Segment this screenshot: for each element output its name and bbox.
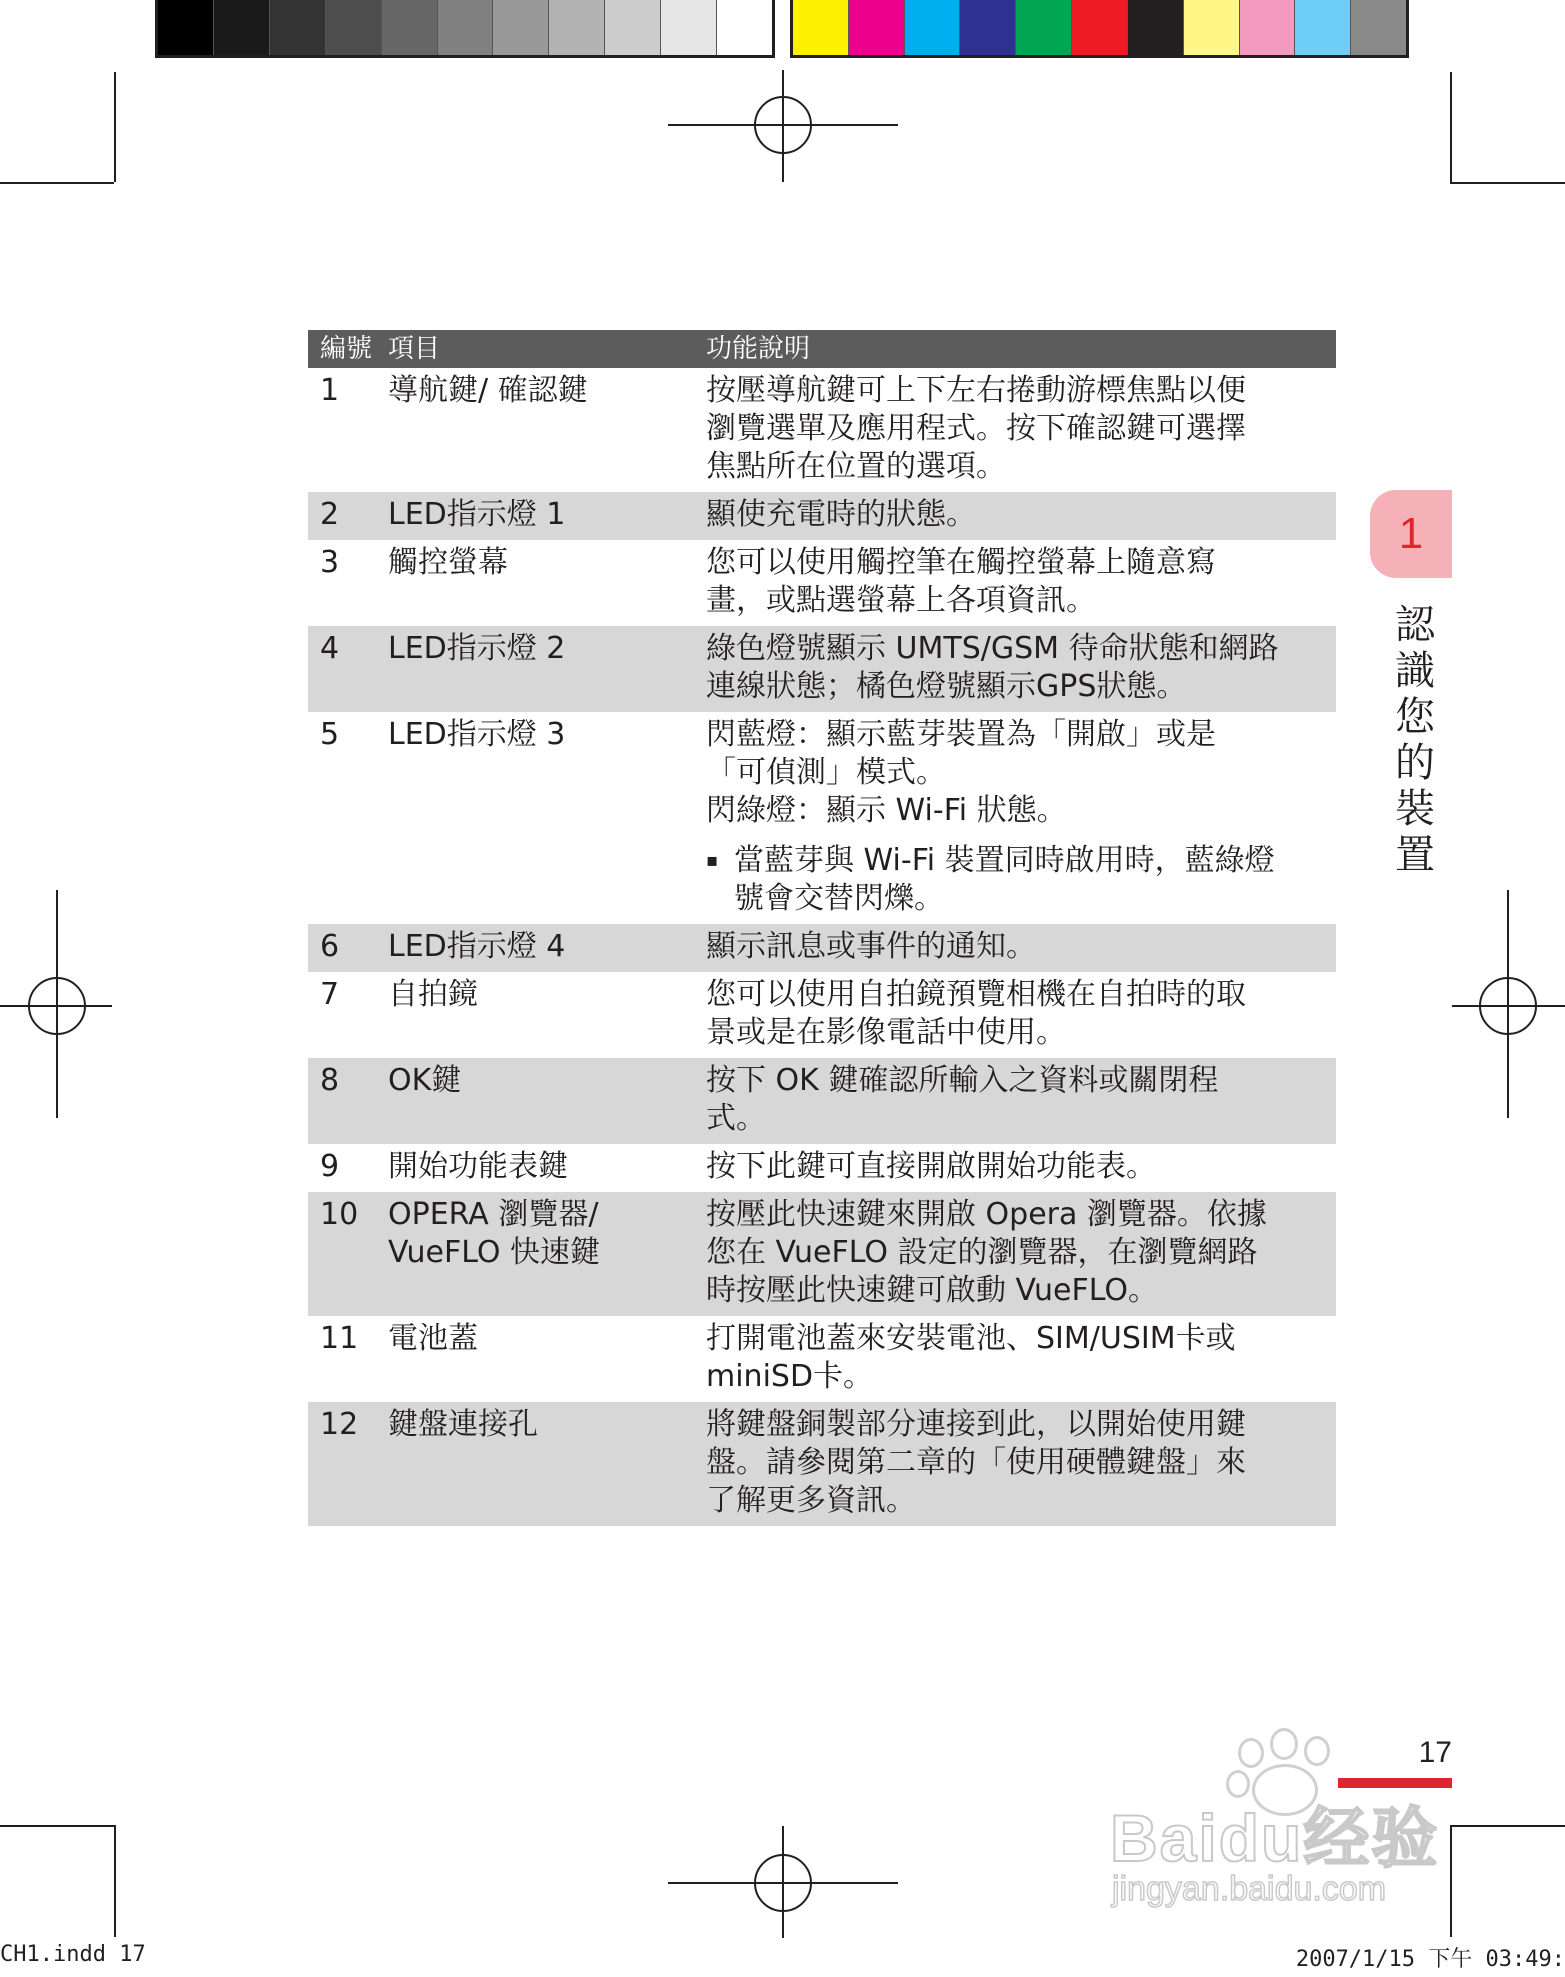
- row-number: 3: [320, 545, 340, 580]
- crop-mark-top-left-horizontal: [0, 182, 114, 184]
- chapter-title-vertical: 認識您的裝置: [1395, 602, 1435, 878]
- row-number: 4: [320, 631, 340, 666]
- gray-swatch: [605, 0, 661, 55]
- description-line: 按壓導航鍵可上下左右捲動游標焦點以便: [706, 373, 1246, 408]
- row-item: LED指示燈 2: [388, 631, 566, 666]
- row-description: [706, 1062, 1336, 1138]
- description-line: 顯示訊息或事件的通知。: [706, 929, 1036, 964]
- row-item: 開始功能表鍵: [388, 1149, 568, 1184]
- description-line: 按下此鍵可直接開啟開始功能表。: [706, 1149, 1156, 1184]
- row-description: [706, 630, 1336, 706]
- gray-swatch: [158, 0, 214, 55]
- watermark-url: jingyan.baidu.com: [1112, 1870, 1387, 1908]
- note-bullet: [706, 842, 1328, 918]
- header-number: 編號: [320, 334, 373, 364]
- description-line: 了解更多資訊。: [706, 1483, 916, 1518]
- slug-timestamp: 2007/1/15 下午 03:49:: [1295, 1947, 1565, 1972]
- bullet-square-icon: ▪: [706, 850, 719, 871]
- table-row: [308, 1316, 1336, 1402]
- color-swatch: [1295, 0, 1351, 55]
- description-line: 連線狀態；橘色燈號顯示GPS狀態。: [706, 669, 1187, 704]
- table-row: [308, 1144, 1336, 1192]
- description-line: 閃綠燈：顯示 Wi-Fi 狀態。: [706, 793, 1067, 828]
- row-description: [706, 1148, 1336, 1186]
- crop-mark-top-left-vertical: [114, 72, 116, 182]
- description-line: 打開電池蓋來安裝電池、SIM/USIM卡或: [706, 1321, 1236, 1356]
- color-swatch: [1351, 0, 1406, 55]
- component-table: [308, 330, 1336, 1526]
- row-item: 觸控螢幕: [388, 545, 508, 580]
- watermark-logo-text: Baidu经验: [1110, 1801, 1440, 1875]
- row-description: [706, 976, 1336, 1052]
- registration-mark-left-circle: [28, 977, 86, 1035]
- row-item: LED指示燈 1: [388, 497, 566, 532]
- process-color-bar: [790, 0, 1409, 58]
- table-row: [308, 1058, 1336, 1144]
- header-item: 項目: [388, 334, 441, 364]
- row-number: 12: [320, 1407, 359, 1442]
- description-line: 您可以使用觸控筆在觸控螢幕上隨意寫: [706, 545, 1216, 580]
- description-line: 綠色燈號顯示 UMTS/GSM 待命狀態和網路: [706, 631, 1279, 666]
- row-description: [706, 1320, 1336, 1396]
- color-swatch: [1128, 0, 1184, 55]
- table-row: [308, 626, 1336, 712]
- bullet-text: [734, 842, 1275, 918]
- row-number: 9: [320, 1149, 340, 1184]
- color-swatch: [793, 0, 849, 55]
- table-row: [308, 1402, 1336, 1526]
- row-number: 1: [320, 373, 340, 408]
- row-description: [706, 372, 1336, 486]
- description-line: 閃藍燈：顯示藍芽裝置為「開啟」或是: [706, 717, 1216, 752]
- color-swatch: [1184, 0, 1240, 55]
- gray-swatch: [717, 0, 772, 55]
- row-item: OPERA 瀏覽器/ VueFLO 快速鍵: [388, 1197, 601, 1270]
- row-description: [706, 1196, 1336, 1310]
- row-number: 2: [320, 497, 340, 532]
- description-line: 焦點所在位置的選項。: [706, 449, 1006, 484]
- gray-swatch: [214, 0, 270, 55]
- description-line: 瀏覽選單及應用程式。按下確認鍵可選擇: [706, 411, 1246, 446]
- gray-swatch: [493, 0, 549, 55]
- gray-swatch: [270, 0, 326, 55]
- registration-mark-top-circle: [754, 96, 812, 154]
- description-line: 式。: [706, 1101, 766, 1136]
- table-header: [308, 330, 1336, 368]
- description-line: 您可以使用自拍鏡預覽相機在自拍時的取: [706, 977, 1246, 1012]
- description-line: 畫，或點選螢幕上各項資訊。: [706, 583, 1096, 618]
- crop-mark-bottom-left-horizontal: [0, 1825, 114, 1827]
- table-row: [308, 712, 1336, 924]
- description-line: 將鍵盤銅製部分連接到此，以開始使用鍵: [706, 1407, 1246, 1442]
- description-line: 「可偵測」模式。: [706, 755, 946, 790]
- gray-swatch: [661, 0, 717, 55]
- chapter-number-tab: 1: [1370, 490, 1452, 578]
- row-description: [706, 544, 1336, 620]
- row-number: 5: [320, 717, 340, 752]
- row-item: 鍵盤連接孔: [388, 1407, 538, 1442]
- color-swatch: [905, 0, 961, 55]
- gray-swatch: [382, 0, 438, 55]
- row-number: 7: [320, 977, 340, 1012]
- description-line: miniSD卡。: [706, 1359, 874, 1394]
- registration-mark-bottom-circle: [754, 1854, 812, 1912]
- description-line: 您在 VueFLO 設定的瀏覽器，在瀏覽網路: [706, 1235, 1258, 1270]
- bullet-line: 當藍芽與 Wi-Fi 裝置同時啟用時，藍綠燈: [734, 843, 1275, 878]
- gray-swatch: [549, 0, 605, 55]
- color-swatch: [960, 0, 1016, 55]
- table-row: [308, 368, 1336, 492]
- registration-mark-right-circle: [1479, 977, 1537, 1035]
- row-description: [706, 716, 1336, 918]
- description-line: 按壓此快速鍵來開啟 Opera 瀏覽器。依據: [706, 1197, 1267, 1232]
- row-item: 自拍鏡: [388, 977, 478, 1012]
- row-description: [706, 1406, 1336, 1520]
- row-number: 11: [320, 1321, 359, 1356]
- row-item: OK鍵: [388, 1063, 462, 1098]
- color-swatch: [1016, 0, 1072, 55]
- row-number: 6: [320, 929, 340, 964]
- row-item: 導航鍵/ 確認鍵: [388, 373, 588, 408]
- gray-swatch: [326, 0, 382, 55]
- row-item: LED指示燈 4: [388, 929, 566, 964]
- row-number: 8: [320, 1063, 340, 1098]
- gray-swatch: [438, 0, 494, 55]
- bullet-line: 號會交替閃爍。: [734, 881, 944, 916]
- table-row: [308, 492, 1336, 540]
- table-row: [308, 972, 1336, 1058]
- row-item: 電池蓋: [388, 1321, 478, 1356]
- description-line: 景或是在影像電話中使用。: [706, 1015, 1066, 1050]
- description-line: 按下 OK 鍵確認所輸入之資料或關閉程: [706, 1063, 1219, 1098]
- description-line: 時按壓此快速鍵可啟動 VueFLO。: [706, 1273, 1159, 1308]
- slug-filename: CH1.indd 17: [0, 1942, 146, 1967]
- crop-mark-top-right-horizontal: [1450, 182, 1565, 184]
- page-number: 17: [1418, 1736, 1452, 1769]
- table-row: [308, 1192, 1336, 1316]
- table-row: [308, 924, 1336, 972]
- row-number: 10: [320, 1197, 359, 1232]
- crop-mark-bottom-right-horizontal: [1450, 1825, 1565, 1827]
- table-row: [308, 540, 1336, 626]
- crop-mark-top-right-vertical: [1450, 72, 1452, 182]
- color-swatch: [1072, 0, 1128, 55]
- row-item: LED指示燈 3: [388, 717, 566, 752]
- color-swatch: [849, 0, 905, 55]
- crop-mark-bottom-right-vertical: [1450, 1825, 1452, 1937]
- row-description: [706, 928, 1336, 966]
- crop-mark-bottom-left-vertical: [114, 1825, 116, 1937]
- description-line: 盤。請參閱第二章的「使用硬體鍵盤」來: [706, 1445, 1246, 1480]
- row-description: [706, 496, 1336, 534]
- grayscale-color-bar: [155, 0, 775, 58]
- description-line: 顯使充電時的狀態。: [706, 497, 976, 532]
- header-description: 功能說明: [706, 334, 811, 364]
- table-body: [308, 368, 1336, 1526]
- color-swatch: [1240, 0, 1296, 55]
